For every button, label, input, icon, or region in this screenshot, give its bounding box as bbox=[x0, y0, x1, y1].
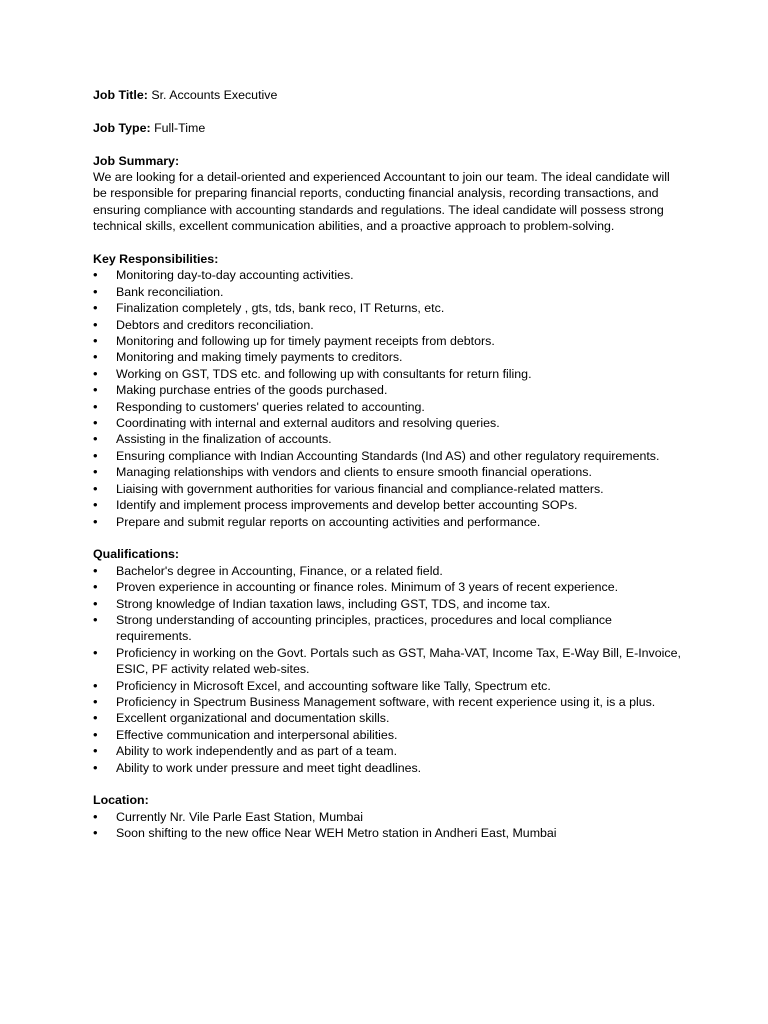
responsibility-item-text: Assisting in the finalization of accounts. bbox=[116, 432, 332, 447]
responsibility-item-text: Working on GST, TDS etc. and following up with consultants for return filing. bbox=[116, 366, 532, 381]
qualification-item-text: Strong understanding of accounting principles, practices, procedures and local compliance requirements. bbox=[116, 612, 612, 644]
responsibility-item bbox=[93, 399, 681, 415]
qualification-item-text: Proven experience in accounting or finance roles. Minimum of 3 years of recent experience. bbox=[116, 580, 619, 595]
responsibility-item-text: Monitoring day-to-day accounting activities. bbox=[116, 268, 354, 283]
bullet-icon bbox=[93, 464, 116, 480]
bullet-icon bbox=[93, 431, 116, 447]
responsibility-item bbox=[93, 415, 681, 431]
qualification-item-text: Bachelor's degree in Accounting, Finance, or a related field. bbox=[116, 563, 443, 578]
responsibility-item-text: Ensuring compliance with Indian Accounting Standards (Ind AS) and other regulatory requirements. bbox=[116, 448, 660, 463]
qualification-item-text: Proficiency in working on the Govt. Portals such as GST, Maha-VAT, Income Tax, E-Way Bill, E-Invoice, ESIC, PF activity related web-sites. bbox=[116, 645, 681, 677]
bullet-icon bbox=[93, 514, 116, 530]
qualifications-heading: Qualifications: bbox=[93, 547, 180, 562]
qualification-item-text: Ability to work under pressure and meet tight deadlines. bbox=[116, 760, 422, 775]
qualifications-section bbox=[93, 546, 683, 776]
responsibility-item-text: Monitoring and following up for timely payment receipts from debtors. bbox=[116, 334, 495, 349]
job-title-label: Job Title: bbox=[93, 88, 148, 102]
responsibility-item-text: Finalization completely , gts, tds, bank reco, IT Returns, etc. bbox=[116, 301, 445, 316]
bullet-icon bbox=[93, 678, 116, 694]
responsibility-item bbox=[93, 284, 681, 300]
bullet-icon bbox=[93, 612, 116, 628]
responsibility-item-text: Prepare and submit regular reports on accounting activities and performance. bbox=[116, 514, 541, 529]
bullet-icon bbox=[93, 497, 116, 513]
responsibility-item bbox=[93, 382, 681, 398]
qualification-item bbox=[93, 727, 681, 743]
qualification-item bbox=[93, 596, 681, 612]
bullet-icon bbox=[93, 317, 116, 333]
bullet-icon bbox=[93, 809, 116, 825]
responsibility-item bbox=[93, 333, 681, 349]
bullet-icon bbox=[93, 366, 116, 382]
responsibility-item-text: Liaising with government authorities for various financial and compliance-related matters. bbox=[116, 481, 604, 496]
location-item-text: Soon shifting to the new office Near WEH Metro station in Andheri East, Mumbai bbox=[116, 826, 557, 841]
bullet-icon bbox=[93, 349, 116, 365]
responsibility-item bbox=[93, 514, 681, 530]
qualification-item-text: Proficiency in Spectrum Business Management software, with recent experience using it, is a plus. bbox=[116, 694, 656, 709]
bullet-icon bbox=[93, 448, 116, 464]
responsibility-item bbox=[93, 300, 681, 316]
responsibility-item-text: Responding to customers' queries related to accounting. bbox=[116, 399, 425, 414]
location-section bbox=[93, 792, 683, 841]
bullet-icon bbox=[93, 825, 116, 841]
qualification-item bbox=[93, 579, 681, 595]
job-type-line bbox=[93, 120, 683, 136]
responsibility-item-text: Making purchase entries of the goods purchased. bbox=[116, 383, 388, 398]
responsibility-item-text: Monitoring and making timely payments to creditors. bbox=[116, 350, 403, 365]
location-heading: Location: bbox=[93, 793, 149, 808]
responsibility-item-text: Bank reconciliation. bbox=[116, 284, 224, 299]
responsibility-item bbox=[93, 366, 681, 382]
location-list bbox=[93, 809, 683, 842]
responsibilities-heading: Key Responsibilities: bbox=[93, 252, 219, 267]
job-description-document bbox=[93, 87, 683, 858]
responsibility-item-text: Coordinating with internal and external auditors and resolving queries. bbox=[116, 416, 500, 431]
responsibility-item bbox=[93, 448, 681, 464]
bullet-icon bbox=[93, 333, 116, 349]
responsibility-item bbox=[93, 431, 681, 447]
responsibility-item bbox=[93, 497, 681, 513]
qualification-item-text: Proficiency in Microsoft Excel, and accounting software like Tally, Spectrum etc. bbox=[116, 678, 551, 693]
responsibilities-section bbox=[93, 251, 683, 530]
job-summary-section bbox=[93, 153, 683, 235]
qualifications-list bbox=[93, 563, 683, 776]
bullet-icon bbox=[93, 563, 116, 579]
job-title-value: Sr. Accounts Executive bbox=[151, 88, 278, 102]
responsibility-item bbox=[93, 267, 681, 283]
qualification-item-text: Effective communication and interpersonal abilities. bbox=[116, 727, 398, 742]
bullet-icon bbox=[93, 284, 116, 300]
job-type-value: Full-Time bbox=[154, 120, 206, 135]
bullet-icon bbox=[93, 267, 116, 283]
bullet-icon bbox=[93, 760, 116, 776]
bullet-icon bbox=[93, 710, 116, 726]
qualification-item bbox=[93, 612, 681, 645]
qualification-item bbox=[93, 694, 681, 710]
qualification-item-text: Ability to work independently and as part of a team. bbox=[116, 744, 398, 759]
bullet-icon bbox=[93, 481, 116, 497]
bullet-icon bbox=[93, 300, 116, 316]
job-summary-heading: Job Summary: bbox=[93, 153, 180, 168]
responsibility-item bbox=[93, 464, 681, 480]
responsibilities-list bbox=[93, 267, 683, 530]
responsibility-item-text: Identify and implement process improvements and develop better accounting SOPs. bbox=[116, 498, 578, 513]
bullet-icon bbox=[93, 727, 116, 743]
qualification-item bbox=[93, 760, 681, 776]
location-item bbox=[93, 825, 681, 841]
job-title-line bbox=[93, 87, 683, 103]
job-summary-text: We are looking for a detail-oriented and experienced Accountant to join our team. The ideal candidate will be responsible for preparing financial reports, conducting financial analysis, recording transactions, and ensuring compliance with accounting standards and regulations. The ideal candidate will possess strong technical skills, excellent communication abilities, and a proactive approach to problem-solving. bbox=[93, 170, 670, 234]
bullet-icon bbox=[93, 694, 116, 710]
qualification-item bbox=[93, 743, 681, 759]
responsibility-item-text: Managing relationships with vendors and clients to ensure smooth financial operations. bbox=[116, 465, 592, 480]
responsibility-item bbox=[93, 349, 681, 365]
qualification-item bbox=[93, 645, 681, 678]
qualification-item-text: Strong knowledge of Indian taxation laws, including GST, TDS, and income tax. bbox=[116, 596, 551, 611]
bullet-icon bbox=[93, 399, 116, 415]
bullet-icon bbox=[93, 645, 116, 661]
location-item-text: Currently Nr. Vile Parle East Station, Mumbai bbox=[116, 809, 363, 824]
responsibility-item bbox=[93, 481, 681, 497]
bullet-icon bbox=[93, 743, 116, 759]
qualification-item-text: Excellent organizational and documentation skills. bbox=[116, 711, 390, 726]
qualification-item bbox=[93, 563, 681, 579]
job-type-label: Job Type: bbox=[93, 120, 151, 135]
bullet-icon bbox=[93, 382, 116, 398]
responsibility-item bbox=[93, 317, 681, 333]
bullet-icon bbox=[93, 415, 116, 431]
bullet-icon bbox=[93, 579, 116, 595]
bullet-icon bbox=[93, 596, 116, 612]
responsibility-item-text: Debtors and creditors reconciliation. bbox=[116, 317, 314, 332]
qualification-item bbox=[93, 710, 681, 726]
qualification-item bbox=[93, 678, 681, 694]
location-item bbox=[93, 809, 681, 825]
